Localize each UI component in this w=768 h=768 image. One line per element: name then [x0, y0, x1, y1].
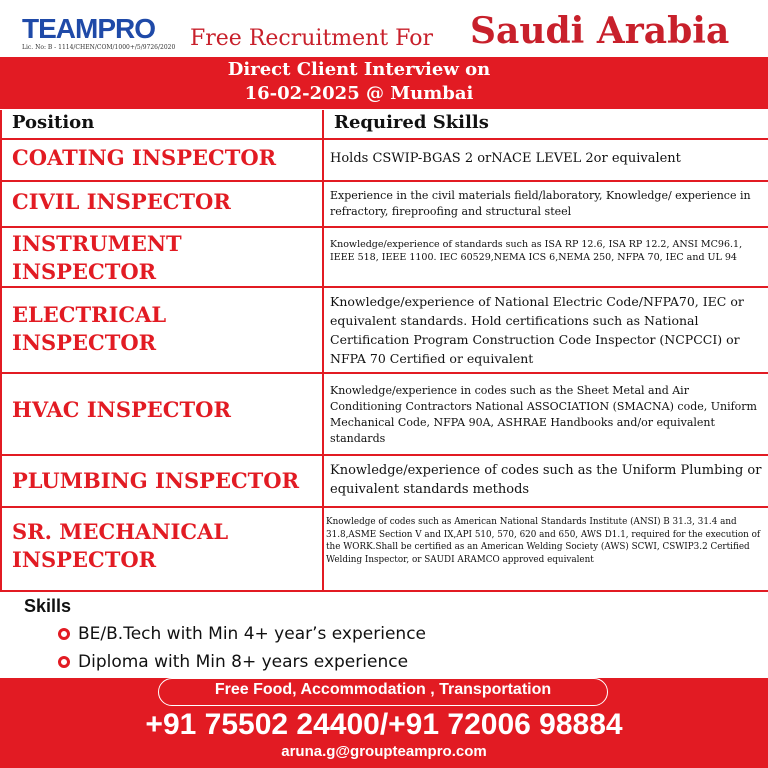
table-row — [0, 374, 768, 456]
skill-item: BE/B.Tech with Min 4+ year’s experience — [78, 624, 426, 644]
interview-line-1: Direct Client Interview on — [227, 59, 491, 80]
required-skills: Experience in the civil materials field/laboratory, Knowledge/ experience in refractory, fireproofing and structural steel — [330, 189, 751, 218]
position-title: COATING INSPECTOR — [12, 145, 277, 170]
header — [0, 0, 768, 60]
table-row — [0, 182, 768, 228]
position-title: ELECTRICAL INSPECTOR — [12, 302, 167, 355]
required-skills: Knowledge/experience in codes such as the Sheet Metal and Air Conditioning Contractors National ASSOCIATION (SMACNA) code, Uniform Mechanical Code, NFPA 90A, ASHRAE Handbooks and/or equivalent standards — [330, 384, 757, 445]
skill-item: Diploma with Min 8+ years experience — [78, 652, 409, 672]
position-title: INSTRUMENT INSPECTOR — [12, 231, 182, 284]
table-header-row — [0, 110, 768, 140]
interview-line-2: 16-02-2025 @ Mumbai — [244, 83, 474, 104]
perks-text: Free Food, Accommodation , Transportation — [214, 681, 552, 698]
skills-heading: Skills — [24, 596, 72, 616]
table-row — [0, 288, 768, 374]
required-skills: Knowledge/experience of standards such as ISA RP 12.6, ISA RP 12.2, ANSI MC96.1, IEEE 518, IEEE 1100. IEC 60529,NEMA ICS 6,NEMA 250, NFPA 70, IEC and UL 94 — [330, 239, 743, 263]
license-number: Lic. No: B - 1114/CHEN/COM/1000+/5/9726/2020 — [22, 44, 176, 51]
company-logo: TEAMPRO — [22, 13, 155, 44]
bullet-icon — [58, 656, 70, 668]
required-skills: Knowledge/experience of codes such as the Uniform Plumbing or equivalent standards methods — [330, 463, 762, 497]
table-row — [0, 228, 768, 288]
position-title: SR. MECHANICAL INSPECTOR — [12, 519, 229, 572]
position-title: HVAC INSPECTOR — [12, 397, 231, 422]
column-header-skills: Required Skills — [334, 112, 489, 133]
email-address[interactable]: aruna.g@groupteampro.com — [281, 743, 487, 760]
bullet-icon — [58, 628, 70, 640]
country-title: Saudi Arabia — [470, 10, 730, 52]
phone-numbers[interactable]: +91 75502 24400/+91 72006 98884 — [145, 708, 623, 741]
column-header-position: Position — [12, 112, 95, 133]
position-title: PLUMBING INSPECTOR — [12, 468, 300, 493]
table-row — [0, 456, 768, 508]
required-skills: Knowledge of codes such as American National Standards Institute (ANSI) B 31.3, 31.4 and 31.8,ASME Section V and IX,API 510, 570, 620 and 650, AWS D1.1, required for the execution of the WORK.Shall be certified as an American Welding Society (AWS) SCWI, CSWIP3.2 Certified Welding Inspector, or SAUDI ARAMCO approved equivalent — [326, 517, 761, 565]
required-skills: Knowledge/experience of National Electric Code/NFPA70, IEC or equivalent standards. Hold certifications such as National Certification Program Construction Code Inspector (NCPCCI) or NFPA 70 Certified or equivalent — [330, 294, 744, 366]
title-prefix: Free Recruitment For — [190, 26, 433, 51]
required-skills: Holds CSWIP-BGAS 2 orNACE LEVEL 2or equivalent — [330, 151, 681, 166]
position-title: CIVIL INSPECTOR — [12, 189, 231, 214]
table-row — [0, 508, 768, 592]
table-row — [0, 140, 768, 182]
